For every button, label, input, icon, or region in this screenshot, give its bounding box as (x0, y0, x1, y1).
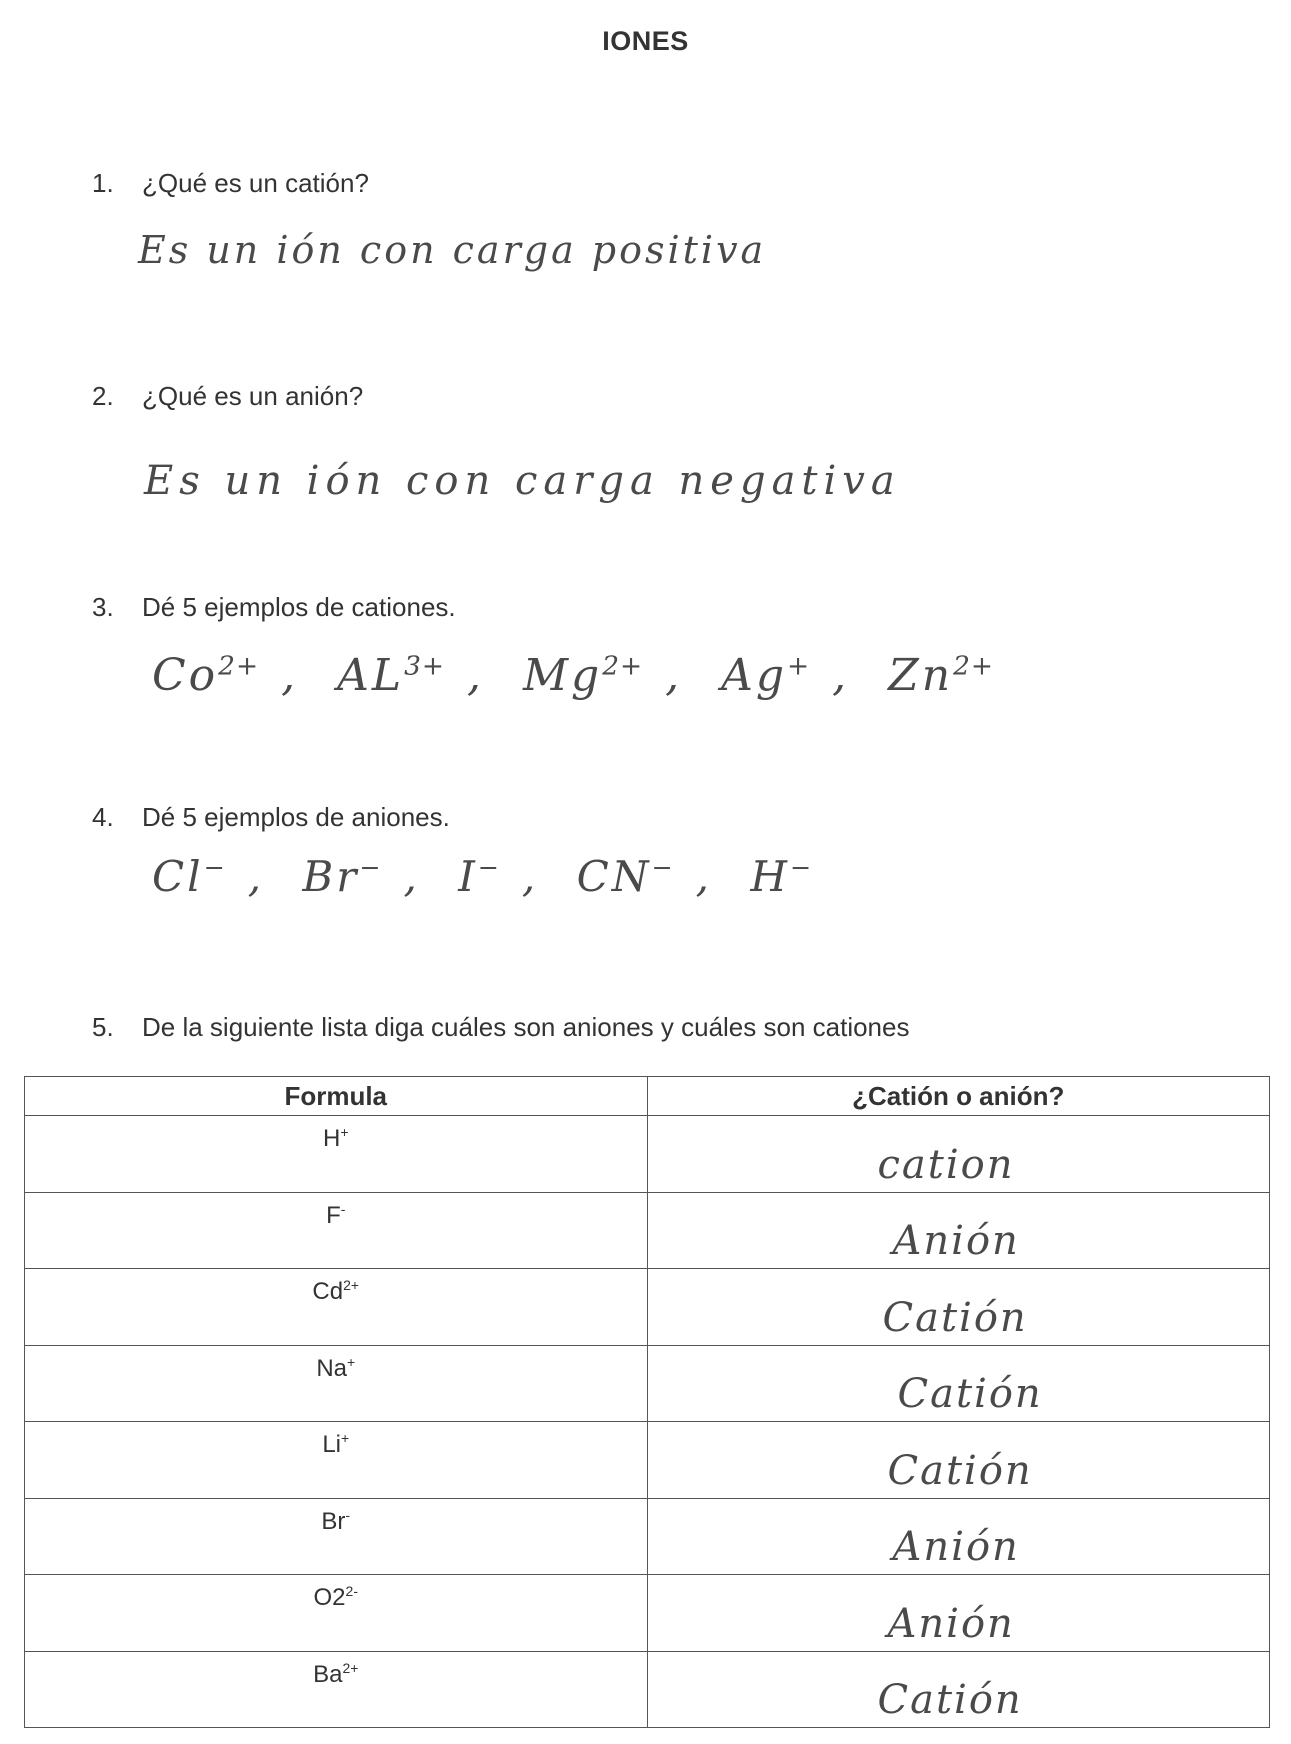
question-4 (92, 802, 450, 833)
handwritten-answer: Catión (897, 1371, 1043, 1417)
table-header-row (25, 1077, 1270, 1116)
handwritten-answer: Anión (892, 1218, 1020, 1264)
formula-cell: $Cd^{2+}$ (25, 1269, 648, 1346)
question-number: 5. (92, 1012, 114, 1042)
cation-examples: $Co^{2+}$ , $AL^{3+}$ , $Mg^{2+}$ , Ag+ , $Zn^{2+}$ (152, 650, 994, 701)
answer-2-handwritten: Es un ión con carga negativa (144, 458, 901, 504)
handwritten-answer: Catión (882, 1294, 1028, 1341)
table-row (25, 1498, 1270, 1575)
anion-example: CN− (576, 852, 674, 901)
answer-cell (647, 1422, 1270, 1499)
question-3 (92, 592, 456, 623)
answer-cell (647, 1192, 1270, 1269)
column-header-type: ¿Catión o anión? (647, 1077, 1270, 1116)
answer-cell (647, 1575, 1270, 1652)
cation-example: $Zn^{2+}$ (888, 650, 994, 701)
question-number: 2. (92, 381, 114, 411)
formula-cell: $O2^{2-}$ (25, 1575, 648, 1652)
formula-cell: $Ba^{2+}$ (25, 1651, 648, 1728)
table-row (25, 1269, 1270, 1346)
table-row (25, 1575, 1270, 1652)
page-title: IONES (602, 26, 689, 56)
formula-cell: H+ (25, 1116, 648, 1193)
question-text: ¿Qué es un catión? (142, 168, 369, 198)
anion-example: Br− (302, 852, 382, 901)
cation-example: $AL^{3+}$ (337, 650, 445, 701)
question-text: ¿Qué es un anión? (142, 381, 364, 411)
table-row (25, 1651, 1270, 1728)
handwritten-answer: Anión (887, 1600, 1015, 1647)
table-row (25, 1116, 1270, 1193)
question-1 (92, 168, 369, 199)
formula-cell: Br- (25, 1498, 648, 1575)
question-2 (92, 381, 363, 412)
answer-cell (647, 1498, 1270, 1575)
table-row (25, 1422, 1270, 1499)
question-5 (92, 1012, 909, 1043)
answer-cell (647, 1651, 1270, 1728)
question-text: De la siguiente lista diga cuáles son aniones y cuáles son cationes (142, 1012, 910, 1042)
cation-example: $Co^{2+}$ (152, 650, 260, 701)
formula-cell: Li+ (25, 1422, 648, 1499)
question-number: 1. (92, 168, 114, 198)
table-row (25, 1345, 1270, 1422)
table-row (25, 1192, 1270, 1269)
question-text: Dé 5 ejemplos de cationes. (142, 592, 456, 622)
cation-example: Ag+ (721, 650, 811, 701)
anion-examples: Cl− , Br− , I− , CN− , H− (152, 852, 813, 901)
answer-cell (647, 1269, 1270, 1346)
handwritten-answer: Catión (877, 1677, 1023, 1723)
cation-example: $Mg^{2+}$ (522, 650, 644, 701)
handwritten-answer: cation (877, 1141, 1015, 1188)
formula-cell: Na+ (25, 1345, 648, 1422)
handwritten-answer: Anión (892, 1524, 1020, 1570)
column-header-formula: Formula (25, 1077, 648, 1116)
ions-table (24, 1076, 1270, 1728)
anion-example: Cl− (152, 852, 226, 901)
question-number: 4. (92, 802, 114, 832)
anion-example: H− (750, 852, 813, 901)
question-number: 3. (92, 592, 114, 622)
answer-cell (647, 1345, 1270, 1422)
answer-cell (647, 1116, 1270, 1193)
answer-1-handwritten: Es un ión con carga positiva (138, 228, 767, 272)
question-text: Dé 5 ejemplos de aniones. (142, 802, 450, 832)
handwritten-answer: Catión (887, 1447, 1033, 1494)
anion-example: I− (458, 852, 500, 901)
formula-cell: F- (25, 1192, 648, 1269)
